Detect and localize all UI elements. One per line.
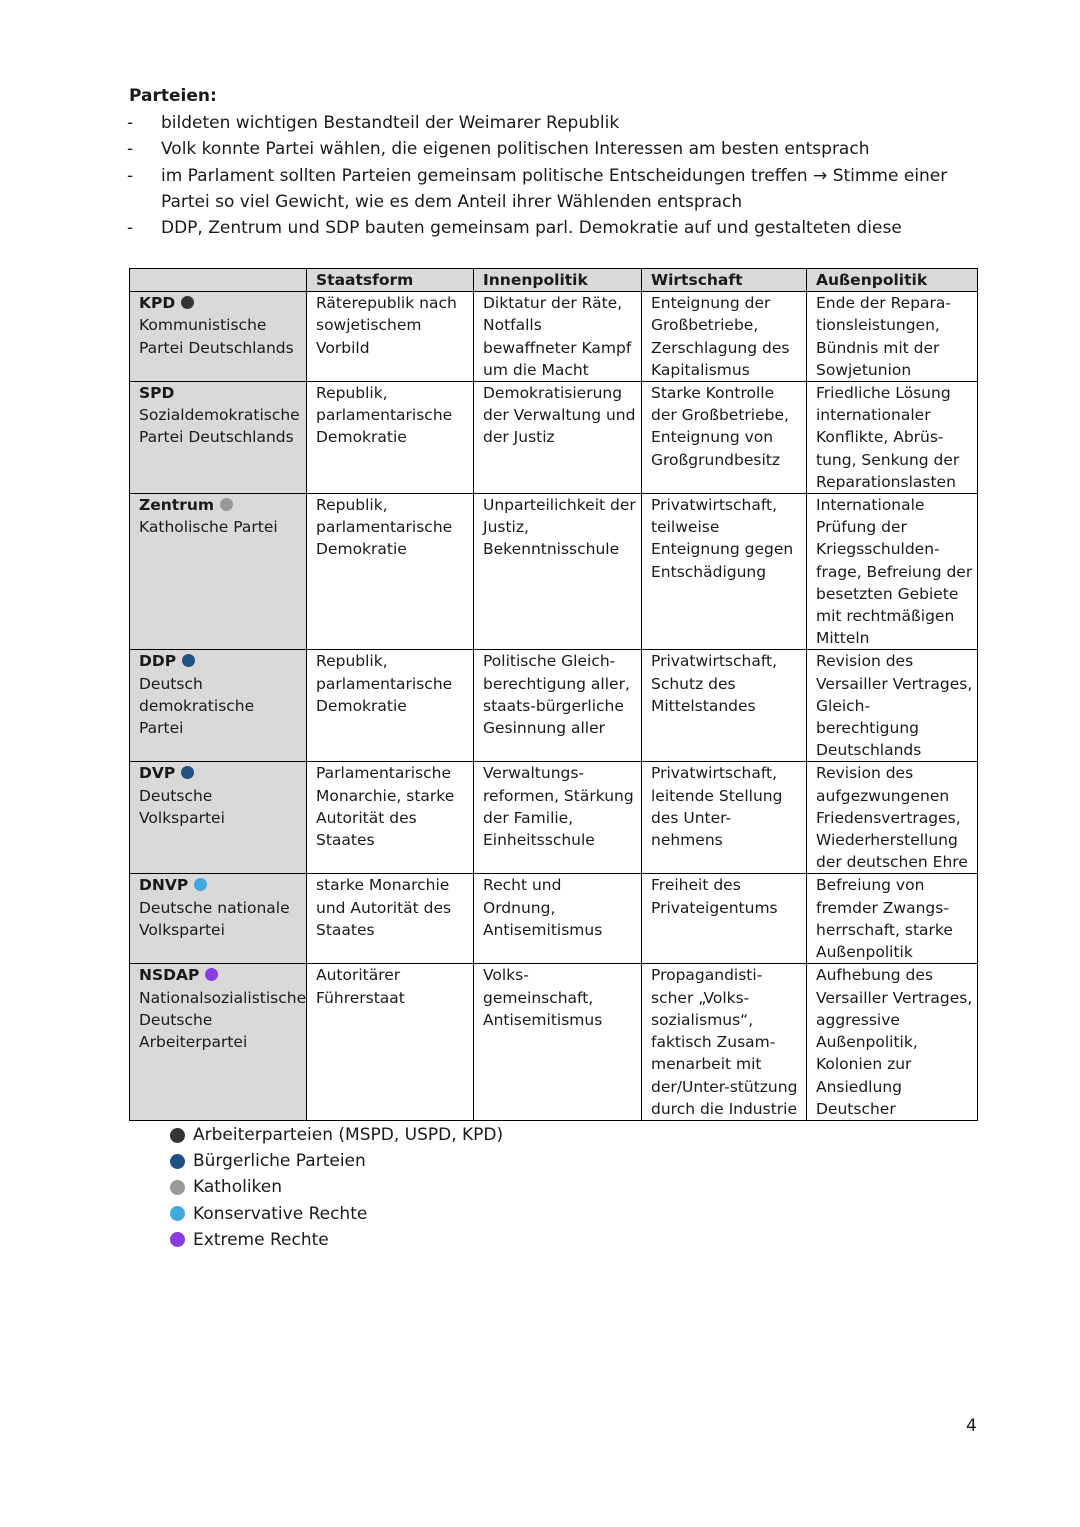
party-cell xyxy=(130,762,307,874)
party-full-name: Katholische Partei xyxy=(139,518,278,537)
party-cell xyxy=(130,382,307,494)
legend xyxy=(170,1122,503,1253)
aussenpolitik-text: Revision des aufgezwungenen Friedensvertrages, Wiederherstellung der deutschen Ehre xyxy=(816,764,968,872)
legend-label: Bürgerliche Parteien xyxy=(193,1151,366,1172)
table-row xyxy=(130,874,978,964)
legend-label: Arbeiterparteien (MSPD, USPD, KPD) xyxy=(193,1125,504,1145)
aussenpolitik-text: Revision des Versailler Vertrages, Gleich-berechtigung Deutschlands xyxy=(816,652,973,760)
innenpolitik-text: Politische Gleich- berechtigung aller, staats-bürgerliche Gesinnung aller xyxy=(483,652,630,738)
cell-wirtschaft xyxy=(642,762,807,874)
cell-aussenpolitik xyxy=(807,650,978,762)
staatsform-text: Räterepublik nach sowjetischem Vorbild xyxy=(316,294,457,357)
cell-wirtschaft xyxy=(642,964,807,1120)
cell-aussenpolitik xyxy=(807,382,978,494)
column-header: Außenpolitik xyxy=(807,269,978,292)
party-full-name: Sozialdemokratische Partei Deutschlands xyxy=(139,406,300,447)
column-header: Wirtschaft xyxy=(642,269,807,292)
legend-color-dot-icon xyxy=(170,1180,185,1195)
cell-innenpolitik xyxy=(474,964,642,1120)
party-cell xyxy=(130,494,307,650)
party-cell xyxy=(130,650,307,762)
bullet-item: - im Parlament sollten Parteien gemeinsam politische Entscheidungen treffen → Stimme einer Partei so viel Gewicht, wie es dem Anteil ihrer Wählenden entsprach xyxy=(127,163,997,216)
party-abbreviation: DNVP xyxy=(139,876,189,895)
cell-innenpolitik xyxy=(474,382,642,494)
party-cell xyxy=(130,874,307,964)
table-row xyxy=(130,292,978,382)
party-cell xyxy=(130,964,307,1120)
wirtschaft-text: Privatwirtschaft, leitende Stellung des Unter- nehmens xyxy=(651,764,783,850)
cell-wirtschaft xyxy=(642,650,807,762)
legend-label: Katholiken xyxy=(193,1177,283,1198)
staatsform-text: Republik, parlamentarische Demokratie xyxy=(316,496,453,559)
wirtschaft-text: Freiheit des Privateigentums xyxy=(651,876,778,917)
staatsform-text: starke Monarchie und Autorität des Staates xyxy=(316,876,452,939)
staatsform-text: Parlamentarische Monarchie, starke Autorität des Staates xyxy=(316,764,455,850)
legend-item xyxy=(170,1201,503,1227)
party-color-dot-icon xyxy=(182,654,195,667)
staatsform-text: Republik, parlamentarische Demokratie xyxy=(316,384,453,447)
innenpolitik-text: Unparteilichkeit der Justiz, Bekenntnisschule xyxy=(483,496,636,559)
cell-aussenpolitik xyxy=(807,494,978,650)
table-header-row xyxy=(130,269,978,292)
party-abbreviation: Zentrum xyxy=(139,496,215,515)
legend-label: Extreme Rechte xyxy=(193,1229,329,1250)
aussenpolitik-text: Befreiung von fremder Zwangs- herrschaft, starke Außenpolitik xyxy=(816,876,953,962)
party-full-name: Kommunistische Partei Deutschlands xyxy=(139,316,294,357)
party-full-name: Nationalsozialistische Deutsche Arbeiterpartei xyxy=(139,988,307,1052)
table-row xyxy=(130,762,978,874)
cell-staatsform xyxy=(307,650,474,762)
table-header-corner xyxy=(130,269,307,292)
wirtschaft-text: Starke Kontrolle der Großbetriebe, Enteignung von Großgrundbesitz xyxy=(651,384,789,469)
cell-staatsform xyxy=(307,762,474,874)
bullet-item: - bildeten wichtigen Bestandteil der Weimarer Republik xyxy=(127,110,997,136)
column-header: Innenpolitik xyxy=(474,269,642,292)
party-full-name: Deutsche Volkspartei xyxy=(139,786,225,827)
cell-wirtschaft xyxy=(642,874,807,964)
table-row xyxy=(130,382,978,494)
innenpolitik-text: Diktatur der Räte, Notfalls bewaffneter Kampf um die Macht xyxy=(483,294,632,379)
party-abbreviation: KPD xyxy=(139,294,176,313)
cell-innenpolitik xyxy=(474,762,642,874)
innenpolitik-text: Recht und Ordnung, Antisemitismus xyxy=(483,876,603,939)
cell-aussenpolitik xyxy=(807,874,978,964)
legend-color-dot-icon xyxy=(170,1154,185,1169)
cell-staatsform xyxy=(307,874,474,964)
party-color-dot-icon xyxy=(181,296,194,309)
wirtschaft-text: Privatwirtschaft, teilweise Enteignung gegen Entschädigung xyxy=(651,496,794,581)
party-abbreviation: DVP xyxy=(139,764,176,783)
legend-item xyxy=(170,1122,503,1148)
bullet-list xyxy=(127,110,997,241)
party-color-dot-icon xyxy=(181,766,194,779)
staatsform-text: Autoritärer Führerstaat xyxy=(316,966,405,1007)
legend-color-dot-icon xyxy=(170,1206,185,1221)
bullet-item: - DDP, Zentrum und SDP bauten gemeinsam parl. Demokratie auf und gestalteten diese xyxy=(127,215,997,241)
legend-color-dot-icon xyxy=(170,1128,185,1143)
cell-wirtschaft xyxy=(642,382,807,494)
column-header: Staatsform xyxy=(307,269,474,292)
section-heading: Parteien: xyxy=(129,86,217,106)
cell-staatsform xyxy=(307,964,474,1120)
page-number: 4 xyxy=(966,1416,977,1436)
cell-wirtschaft xyxy=(642,292,807,382)
cell-innenpolitik xyxy=(474,650,642,762)
party-color-dot-icon xyxy=(194,878,207,891)
legend-color-dot-icon xyxy=(170,1232,185,1247)
party-table xyxy=(129,268,978,1121)
cell-wirtschaft xyxy=(642,494,807,650)
party-full-name: Deutsche nationale Volkspartei xyxy=(139,898,290,939)
legend-item xyxy=(170,1227,503,1253)
cell-staatsform xyxy=(307,382,474,494)
party-cell xyxy=(130,292,307,382)
aussenpolitik-text: Friedliche Lösung internationaler Konflikte, Abrüs- tung, Senkung der Reparationslasten xyxy=(816,384,960,491)
legend-item xyxy=(170,1174,503,1200)
bullet-item: - Volk konnte Partei wählen, die eigenen politischen Interessen am besten entsprach xyxy=(127,136,997,162)
wirtschaft-text: Enteignung der Großbetriebe, Zerschlagung des Kapitalismus xyxy=(651,294,790,379)
table-row xyxy=(130,650,978,762)
innenpolitik-text: Demokratisierung der Verwaltung und der Justiz xyxy=(483,384,636,447)
wirtschaft-text: Privatwirtschaft, Schutz des Mittelstandes xyxy=(651,652,778,715)
party-color-dot-icon xyxy=(205,968,218,981)
cell-aussenpolitik xyxy=(807,762,978,874)
cell-aussenpolitik xyxy=(807,964,978,1120)
table-row xyxy=(130,964,978,1120)
table-row xyxy=(130,494,978,650)
party-abbreviation: NSDAP xyxy=(139,966,200,985)
party-color-dot-icon xyxy=(220,498,233,511)
aussenpolitik-text: Aufhebung des Versailler Vertrages, aggressive Außenpolitik, Kolonien zur Ansiedlung Deutscher xyxy=(816,966,973,1118)
legend-label: Konservative Rechte xyxy=(193,1203,368,1224)
staatsform-text: Republik, parlamentarische Demokratie xyxy=(316,652,453,715)
innenpolitik-text: Verwaltungs- reformen, Stärkung der Familie, Einheitsschule xyxy=(483,764,634,850)
cell-innenpolitik xyxy=(474,494,642,650)
innenpolitik-text: Volks- gemeinschaft, Antisemitismus xyxy=(483,966,603,1029)
cell-staatsform xyxy=(307,494,474,650)
cell-innenpolitik xyxy=(474,292,642,382)
party-full-name: Deutsch demokratische Partei xyxy=(139,674,255,738)
legend-item xyxy=(170,1148,503,1174)
aussenpolitik-text: Internationale Prüfung der Kriegsschulden- frage, Befreiung der besetzten Gebiete mit rechtmäßigen Mitteln xyxy=(816,496,973,648)
cell-staatsform xyxy=(307,292,474,382)
cell-innenpolitik xyxy=(474,874,642,964)
party-abbreviation: SPD xyxy=(139,384,175,403)
cell-aussenpolitik xyxy=(807,292,978,382)
party-abbreviation: DDP xyxy=(139,652,177,671)
wirtschaft-text: Propagandisti- scher „Volks- sozialismus“, faktisch Zusam- menarbeit mit der/Unter-stützung durch die Industrie xyxy=(651,966,798,1118)
aussenpolitik-text: Ende der Repara- tionsleistungen, Bündnis mit der Sowjetunion xyxy=(816,294,952,379)
